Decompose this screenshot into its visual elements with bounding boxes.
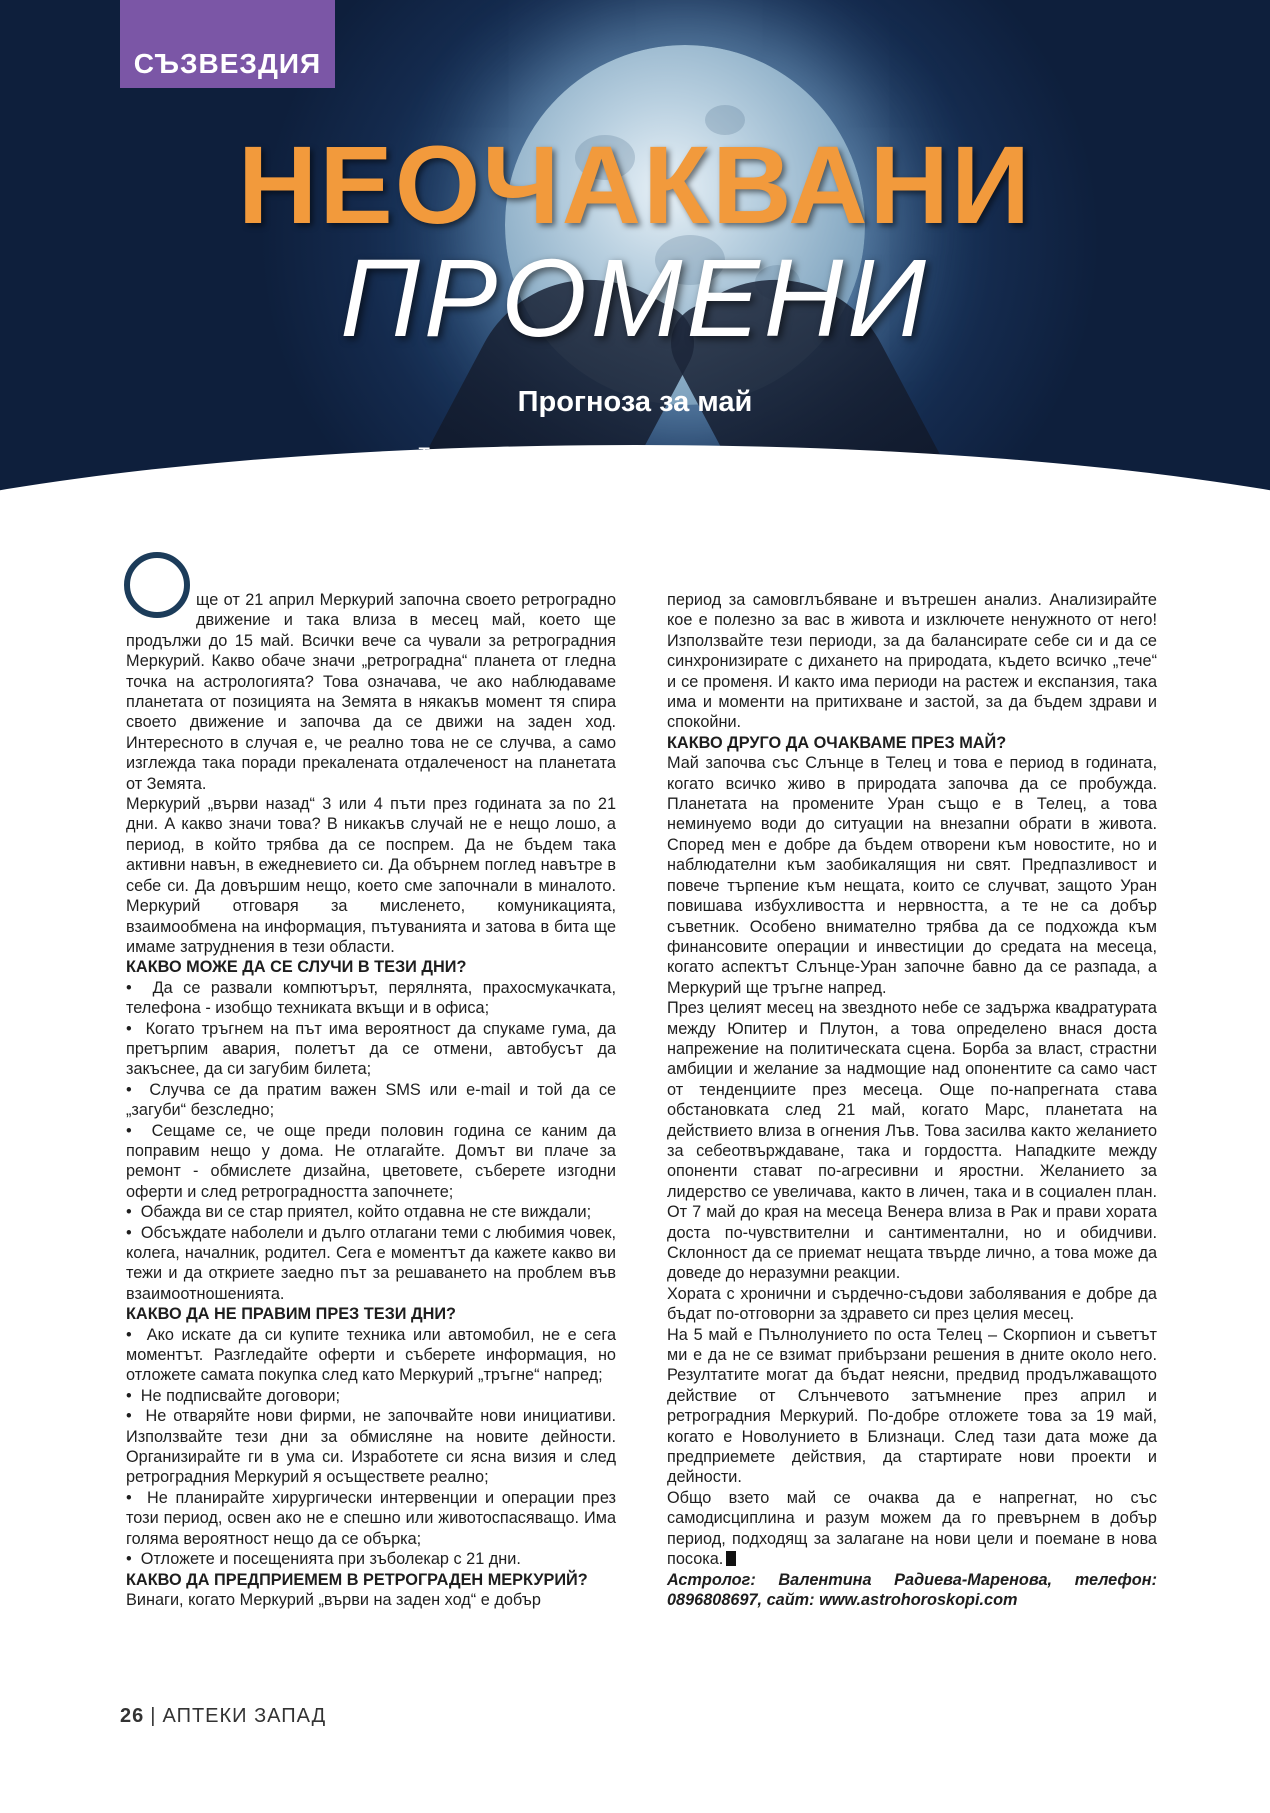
publication-name: АПТЕКИ ЗАПАД — [162, 1705, 327, 1727]
heading-what-to-undertake: КАКВО ДА ПРЕДПРИЕМЕМ В РЕТРОГРАДЕН МЕРКУРИЙ? — [126, 1570, 588, 1589]
byline-author: Валентина Радиева-Маренова — [476, 445, 763, 466]
intro-paragraph-2: Меркурий „върви назад“ 3 или 4 пъти през годината за по 21 дни. А какво значи това? В никакъв случай не е нещо лошо, а период, в който трябва да се поспрем. Да не бъдем така активни навън, в ежедневието си. Да обърнем поглед навътре в себе си. Да довършим нещо, което сме започнали в миналото. Меркурий отговаря за мисленето, комуникацията, взаимообмена на информация, пътуванията и затова в бита ще имаме затруднения в тези области. — [126, 795, 616, 956]
heading-what-may-happen: КАКВО МОЖЕ ДА СЕ СЛУЧИ В ТЕЗИ ДНИ? — [126, 958, 467, 977]
dropcap-letter — [124, 552, 190, 618]
page-number: 26 — [120, 1705, 145, 1727]
list-item: • Не планирайте хирургически интервенции и операции през този период, освен ако не е спешно или животоспасяващо. Има голяма вероятност нещо да се обърка; — [126, 1488, 616, 1549]
list-item: • Да се развали компютърът, перялнята, прахосмукачката, телефона - изобщо техниката вкъщи и в офиса; — [126, 978, 616, 1019]
intro-paragraph-1: ще от 21 април Меркурий започна своето ретроградно движение и така влиза в месец май, което ще продължи до 15 май. Всички вече са чували за ретроградния Меркурий. Какво обаче значи „ретроградна“ планета от гледна точка на астрологията? Това означава, че ако наблюдаваме планетата от позицията на Земята в някакъв момент тя спира своето движение и започва да се движи на заден ход. Интересното в случая е, че реално това не се случва, а само изглежда така поради прекалената отдалеченост на планетата от Земята. — [126, 591, 616, 793]
list-what-may-happen — [126, 978, 616, 1305]
paragraph: През целият месец на звездното небе се задържа квадратурата между Юпитер и Плутон, а това определено внася доста напрежение на политическата сцена. Борба за власт, страстни амбиции и желание за надмощие над опонентите са само част от тенденциите през месеца. Още по-напрегната става обстановката след 21 май, когато Марс, планетата на действието влиза в огнения Лъв. Това засилва както желанието за себеотвърждаване, така и гордостта. Нападките между опоненти стават по-агресивни и яростни. Желанието за лидерство се увеличава, както в личен, така и в социален план. От 7 май до края на месеца Венера влиза в Рак и прави хората доста по-чувствителни и сантиментални, но и обидчиви. Склонност да се приемат нещата твърде лично, а това може да доведе до неразумни реакции. — [667, 999, 1157, 1283]
footer-separator: | — [150, 1705, 157, 1727]
list-item: • Не отваряйте нови фирми, не започвайте нови инициативи. Използвайте тези дни за обмисляне на новите дейности. Организирайте ги в ума си. Изработете си ясна визия и след ретроградния Меркурий я осъществете реално; — [126, 1406, 616, 1488]
paragraph: На 5 май е Пълнолунието по оста Телец – Скорпион и съветът ми е да не се взимат прибързани решения в дните около него. Резултатите могат да бъдат неясни, предвид продължаващото действие от Слънчевото затъмнение през април и ретроградния Меркурий. По-добре отложете това за 19 май, когато е Новолунието в Близнаци. След тази дата може да предприемете действия, да стартирате нови проекти и дейности. — [667, 1325, 1157, 1487]
heading-what-not-to-do: КАКВО ДА НЕ ПРАВИМ ПРЕЗ ТЕЗИ ДНИ? — [126, 1305, 457, 1324]
byline — [0, 445, 1270, 467]
list-item: • Отложете и посещенията при зъболекар с 21 дни. — [126, 1549, 616, 1569]
closing-text: Общо взето май се очаква да е напрегнат, но със самодисциплина и разум можем да го превърнем в добър период, подходящ за залагане на нови цели и поемане в нова посока. — [667, 1488, 1157, 1569]
title-line-2: ПРОМЕНИ — [340, 237, 930, 360]
heading-what-else-in-may: КАКВО ДРУГО ДА ОЧАКВАМЕ ПРЕЗ МАЙ? — [667, 733, 1007, 752]
end-mark-icon — [726, 1551, 736, 1566]
list-item: • Когато тръгнем на път има вероятност да спукаме гума, да претърпим авария, полетът да се отмени, автобусът да закъснее, да си загубим билета; — [126, 1019, 616, 1080]
section-tag: СЪЗВЕЗДИЯ — [120, 0, 335, 88]
list-item: • Не подписвайте договори; — [126, 1386, 616, 1406]
paragraph: период за самовглъбяване и вътрешен анализ. Анализирайте кое е полезно за вас в живота и изключете ненужното от него! Използвайте тези периоди, за да балансирате себе си и да се синхронизирате с дихането на природата, където всичко „тече“ и се променя. И както има периоди на растеж и експанзия, така има и моменти на притихване и застой, за да бъдем здрави и спокойни. — [667, 591, 1157, 732]
list-item: • Ако искате да си купите техника или автомобил, не е сега моментът. Разгледайте оферти и съберете информация, но отложете самата покупка след като Меркурий „тръгне“ напред; — [126, 1325, 616, 1386]
list-item: • Обажда ви се стар приятел, който отдавна не сте виждали; — [126, 1202, 616, 1222]
byline-suffix: , астролог — [762, 445, 852, 466]
page-footer — [120, 1705, 326, 1728]
list-item: • Сещаме се, че още преди половин година се каним да поправим нещо у дома. Не отлагайте. Домът ви плаче за ремонт - обмислете дизайна, цветовете, съберете изгодни оферти и след ретроградността започнете; — [126, 1121, 616, 1203]
outro-paragraph: Винаги, когато Меркурий „върви на заден ход“ е добър — [126, 1590, 541, 1609]
list-item: • Случва се да пратим важен SMS или e-mail и той да се „загуби“ безследно; — [126, 1080, 616, 1121]
paragraph — [667, 1488, 1157, 1570]
author-signature: Астролог: Валентина Радиева-Маренова, телефон: 0896808697, сайт: www.astrohoroskopi.com — [667, 1570, 1157, 1609]
article-right-column — [667, 590, 1157, 1610]
list-item: • Обсъждате наболели и дълго отлагани теми с любимия човек, колега, началник, родител. Сега е моментът да кажете какво ви тежи и да откриете заедно път за решаването на проблем във взаимоотношенията. — [126, 1223, 616, 1305]
byline-prefix: Текст: — [418, 445, 472, 466]
list-what-not-to-do — [126, 1325, 616, 1570]
paragraph: Май започва със Слънце в Телец и това е период в годината, когато всичко живо в природата започва да се пробужда. Планетата на промените Уран също е в Телец, а това неминуемо води до ситуации на внезапни обрати в живота. Според мен е добре да бъдем отворени към новостите, но и наблюдателни към заобикалящия ни свят. Предпазливост и повече търпение към нещата, които се случват, защото Уран повишава избухливостта и нервността, а те не са добър съветник. Особено внимателно трябва да се подхожда към финансовите операции и инвестиции до средата на месеца, когато аспектът Слънце-Уран започне бавно да се разпада, а Меркурий ще тръгне напред. — [667, 754, 1157, 997]
article-left-column — [126, 590, 616, 1610]
paragraph: Хората с хронични и сърдечно-съдови заболявания е добре да бъдат по-отговорни за здравето си през целия месец. — [667, 1284, 1157, 1324]
subtitle: Прогноза за май — [517, 386, 753, 418]
title-line-1: НЕОЧАКВАНИ — [237, 124, 1033, 247]
